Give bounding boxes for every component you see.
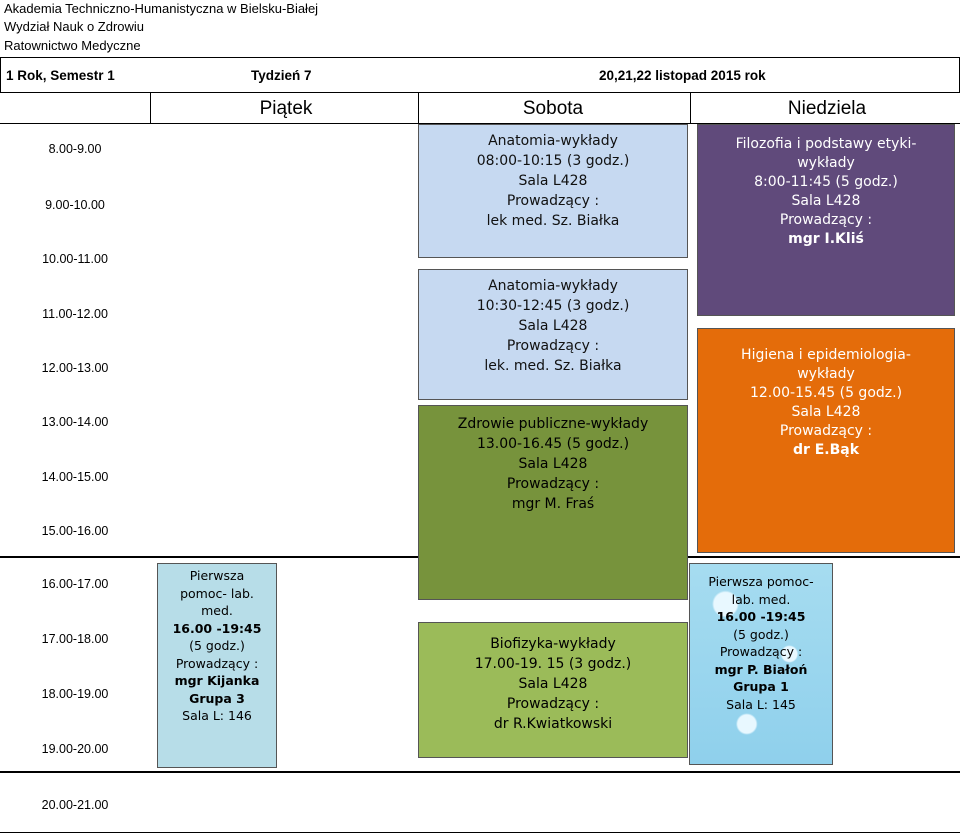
event-room: Sala L428 xyxy=(518,676,588,692)
time-slot: 9.00-10.00 xyxy=(45,198,105,212)
column-divider xyxy=(418,93,419,124)
day-header-friday: Piątek xyxy=(259,98,313,119)
event-higiena[interactable] xyxy=(697,328,955,553)
event-title: Anatomia-wykłady xyxy=(488,133,618,149)
event-time: 08:00-10:15 (3 godz.) xyxy=(476,153,630,169)
event-lecturer: mgr P. Białoń xyxy=(714,661,808,677)
event-hours: (5 godz.) xyxy=(189,638,245,653)
time-slot: 19.00-20.00 xyxy=(41,742,109,756)
event-room: Sala L: 145 xyxy=(726,696,796,712)
event-lecturer-label: Prowadzący : xyxy=(779,423,873,439)
event-lecturer: dr R.Kwiatkowski xyxy=(493,716,613,732)
event-lecturer: dr E.Bąk xyxy=(792,442,860,458)
event-biofizyka[interactable] xyxy=(418,622,688,758)
day-header-saturday: Sobota xyxy=(522,98,584,119)
event-pierwsza-pomoc-friday[interactable] xyxy=(157,563,277,768)
event-lecturer-label: Prowadzący : xyxy=(719,644,803,659)
time-slot: 8.00-9.00 xyxy=(48,142,102,156)
event-filozofia[interactable] xyxy=(697,124,955,316)
event-time: 16.00 -19:45 xyxy=(716,609,806,624)
event-lecturer-label: Prowadzący : xyxy=(506,476,600,492)
event-room: Sala L428 xyxy=(791,193,861,209)
event-lecturer-label: Prowadzący : xyxy=(506,696,600,712)
event-hours: (5 godz.) xyxy=(733,626,789,642)
event-title-cont: med. xyxy=(201,603,233,618)
day-header-sunday: Niedziela xyxy=(787,98,867,119)
time-slot: 15.00-16.00 xyxy=(41,524,109,538)
program-name: Ratownictwo Medyczne xyxy=(4,38,141,53)
event-group: Grupa 1 xyxy=(733,679,789,694)
event-time: 13.00-16.45 (5 godz.) xyxy=(476,436,630,452)
event-title-cont: wykłady xyxy=(797,155,855,171)
column-divider xyxy=(150,93,151,124)
event-title: Higiena i epidemiologia- xyxy=(741,347,911,363)
event-lecturer: lek med. Sz. Białka xyxy=(486,213,620,229)
column-divider xyxy=(690,93,691,124)
faculty-name: Wydział Nauk o Zdrowiu xyxy=(4,19,145,34)
time-slot: 13.00-14.00 xyxy=(41,415,109,429)
section-separator xyxy=(0,771,960,773)
event-time: 17.00-19. 15 (3 godz.) xyxy=(474,656,632,672)
event-title: Filozofia i podstawy etyki- xyxy=(735,136,917,152)
event-title-cont: wykłady xyxy=(797,366,855,382)
event-lecturer-label: Prowadzący : xyxy=(175,655,259,671)
event-title: Pierwsza pomoc- xyxy=(708,574,814,589)
event-lecturer-label: Prowadzący : xyxy=(506,193,600,209)
week-bar xyxy=(0,57,960,93)
event-title: Biofizyka-wykłady xyxy=(490,636,616,652)
event-lecturer-label: Prowadzący : xyxy=(506,338,600,354)
event-title: Zdrowie publiczne-wykłady xyxy=(457,416,649,432)
semester-label: 1 Rok, Semestr 1 xyxy=(6,68,115,83)
event-lecturer: mgr I.Kliś xyxy=(788,231,864,247)
event-lecturer: mgr Kijanka xyxy=(174,673,260,688)
event-group: Grupa 3 xyxy=(189,690,245,706)
time-slot: 18.00-19.00 xyxy=(41,687,109,701)
event-time: 12.00-15.45 (5 godz.) xyxy=(749,385,903,401)
event-title-cont: pomoc- lab. xyxy=(180,585,254,601)
time-slot: 11.00-12.00 xyxy=(42,307,108,321)
event-time: 10:30-12:45 (3 godz.) xyxy=(476,298,630,314)
time-slot: 14.00-15.00 xyxy=(41,470,109,484)
time-slot: 17.00-18.00 xyxy=(41,632,109,646)
event-room: Sala L428 xyxy=(518,173,588,189)
event-title: Pierwsza xyxy=(189,568,245,583)
time-slot: 12.00-13.00 xyxy=(41,361,109,375)
event-time: 8:00-11:45 (5 godz.) xyxy=(754,174,898,190)
event-anatomia-2[interactable] xyxy=(418,269,688,400)
table-bottom-border xyxy=(0,832,960,833)
time-slot: 10.00-11.00 xyxy=(42,252,108,266)
time-slot: 16.00-17.00 xyxy=(41,577,109,591)
university-name: Akademia Techniczno-Humanistyczna w Bielsku-Białej xyxy=(4,1,319,16)
date-range-label: 20,21,22 listopad 2015 rok xyxy=(599,68,766,83)
event-anatomia-1[interactable] xyxy=(418,124,688,258)
event-room: Sala L428 xyxy=(791,404,861,420)
time-slot: 20.00-21.00 xyxy=(41,798,109,812)
day-header-row xyxy=(0,93,960,124)
event-time: 16.00 -19:45 xyxy=(172,620,262,636)
event-room: Sala L: 146 xyxy=(182,708,252,723)
event-title: Anatomia-wykłady xyxy=(488,278,618,294)
event-lecturer: mgr M. Fraś xyxy=(511,496,595,512)
event-zdrowie-publiczne[interactable] xyxy=(418,405,688,600)
event-title-cont: lab. med. xyxy=(731,591,791,607)
event-pierwsza-pomoc-sunday[interactable] xyxy=(689,563,833,765)
event-lecturer: lek. med. Sz. Białka xyxy=(484,358,622,374)
event-room: Sala L428 xyxy=(518,456,588,472)
event-lecturer-label: Prowadzący : xyxy=(779,212,873,228)
event-room: Sala L428 xyxy=(518,318,588,334)
week-label: Tydzień 7 xyxy=(251,68,312,83)
